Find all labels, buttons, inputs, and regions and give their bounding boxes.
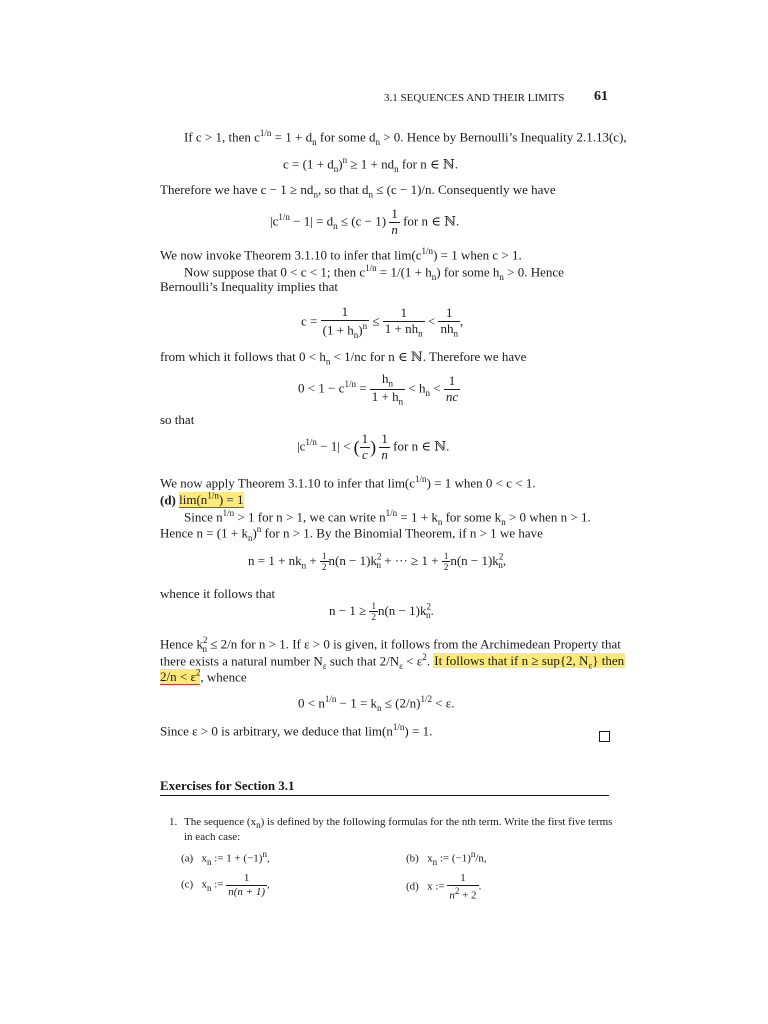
exercise-part-c: (c) $x_n$ := $\frac{1}{n(n + 1)}$ , [181,872,270,898]
running-header: 3.1 SEQUENCES AND THEIR LIMITS [384,92,565,104]
para-line: We now apply Theorem 3.1.10 to infer that $\lim(c^{1/n}) = 1$ when 0 < c < 1. [160,474,536,491]
para-line: If c > 1, then $c^{1/n} = 1 + d_n$ for some $d_n > 0$. Hence by Bernoulli’s Inequality 2.1.13(c), [184,128,627,147]
para-line: Now suppose that 0 < c < 1; then $c^{1/n} = 1/(1 + h_n)$ for some $h_n > 0$. Hence [184,263,564,282]
para-line: there exists a natural number $N_\varepsilon$ such that $2/N_\varepsilon < \varepsilon^2$. It follows that if n ≥ sup{2, $N_\varepsilon$} then [160,652,625,671]
qed-box [599,731,610,742]
para-line: Hence $k^2_n \le 2/n$ for n > 1. If ε > 0 is given, it follows from the Archimedean Property that [160,635,621,654]
exercise-text: in each case: [184,831,241,843]
para-line: from which it follows that $0 < h_n < 1/nc$ for n ∈ ℕ. Therefore we have [160,349,527,367]
highlight: $2/n < \varepsilon^2$ [160,668,201,685]
para-line: We now invoke Theorem 3.1.10 to infer that $\lim(c^{1/n}) = 1$ when c > 1. [160,246,522,263]
equation: c = $\frac{1}{(1 + h_n)^n}$ ≤ $\frac{1}{1 + nh_n}$ < $\frac{1}{nh_n}$ , [301,304,464,340]
exercise-part-d: (d) x := $\frac{1}{n^2 + 2}$ . [406,872,482,902]
para-line: Therefore we have $c - 1 \ge nd_n$, so that $d_n \le (c - 1)/n$. Consequently we have [160,182,556,200]
equation: $n = 1 + nk_n$ + $\frac{1}{2}$ $n(n - 1)k^2_n$ + ··· ≥ 1 + $\frac{1}{2}$ $n(n - 1)k^2_n$, [248,551,507,573]
para-line: Bernoulli’s Inequality implies that [160,279,339,294]
exercises-heading: Exercises for Section 3.1 [160,778,295,793]
case-heading: (d) $\lim(n^{1/n}) = 1$ [160,491,244,508]
exercise-part-b: (b) $x_n$ := $(-1)^n/n$, [406,849,487,867]
para-line: Since ε > 0 is arbitrary, we deduce that $\lim(n^{1/n}) = 1$. [160,722,433,739]
equation: $0 < 1 - c^{1/n}$ = $\frac{h_n}{1 + h_n}$ < $h_n$ < $\frac{1}{nc}$ [298,371,459,407]
equation: $|c^{1/n} - 1|$ < ( $\frac{1}{c}$ ) $\frac{1}{n}$ for n ∈ ℕ. [297,431,450,462]
section-rule [160,795,609,796]
para-line: $2/n < \varepsilon^2$, whence [160,668,247,685]
para-line: Since $n^{1/n} > 1$ for n > 1, we can write $n^{1/n} = 1 + k_n$ for some $k_n > 0$ when n > 1. [184,508,591,527]
equation: $c = (1 + d_n)^n \ge 1 + nd_n$ for n ∈ ℕ. [283,155,458,174]
highlight: It follows that if n ≥ sup{2, $N_\varepsilon$} then [434,653,625,671]
para-line: Hence $n = (1 + k_n)^n$ for n > 1. By the Binomial Theorem, if n > 1 we have [160,524,543,543]
page-number: 61 [594,89,608,104]
equation: $|c^{1/n} - 1| = d_n \le (c - 1)$ $\frac{1}{n}$ for n ∈ ℕ. [270,206,460,237]
exercise-number: 1. [169,816,178,828]
para-line: so that [160,412,195,427]
equation: $0 < n^{1/n} - 1 = k_n \le (2/n)^{1/2} < \varepsilon$. [298,694,455,713]
para-line: whence it follows that [160,586,276,601]
exercise-part-a: (a) $x_n$ := $1 + (-1)^n$, [181,849,270,867]
exercise-text: The sequence $(x_n)$ is defined by the following formulas for the nth term. Write the first five terms [184,816,613,831]
equation: n − 1 ≥ $\frac{1}{2}$ $n(n - 1)k^2_n$. [329,601,434,623]
